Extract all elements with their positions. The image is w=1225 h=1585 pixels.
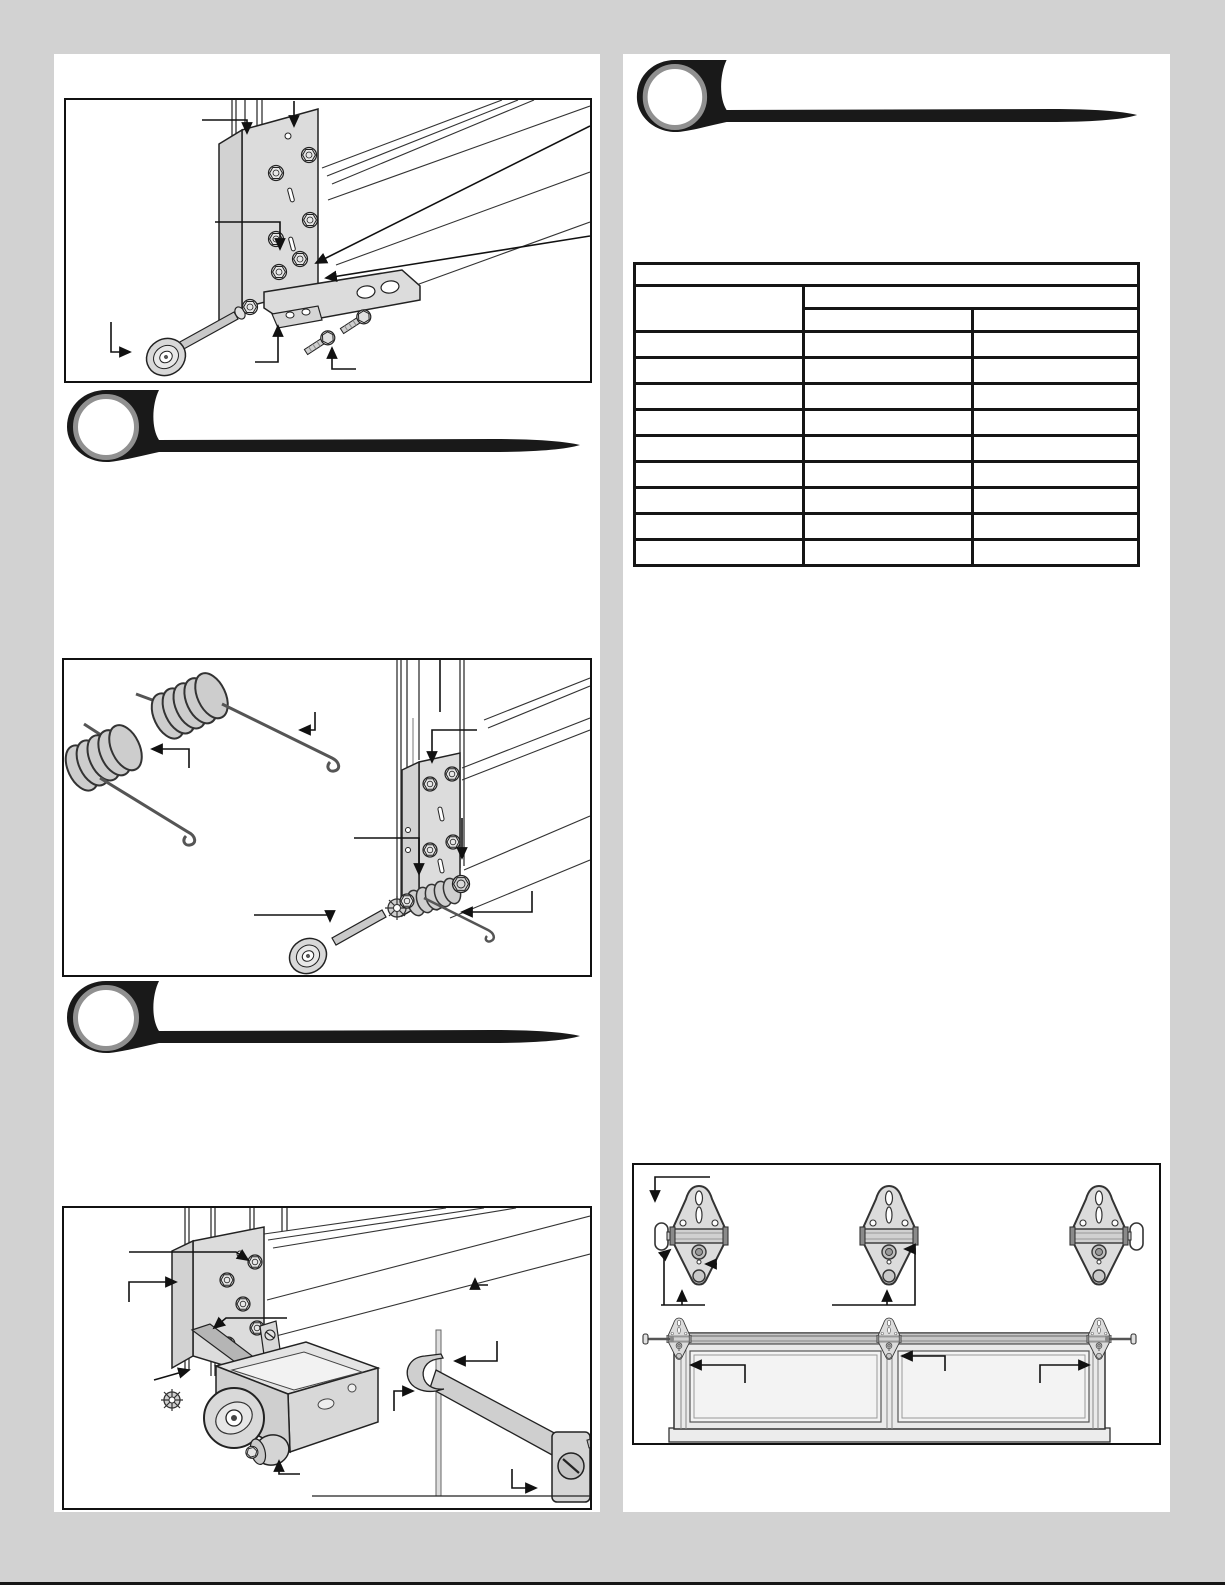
- spec-table: [633, 262, 1140, 567]
- step-badge: [645, 67, 704, 128]
- table-row: [635, 462, 1139, 488]
- jamb-bracket-flange: [219, 130, 242, 324]
- step-header-2: [62, 979, 585, 1059]
- stem-nut: [453, 876, 470, 893]
- hinge-illustration: [634, 1165, 1159, 1443]
- roller-carrier-illustration: [64, 1208, 590, 1508]
- table-cell: [973, 540, 1139, 566]
- table-cell: [804, 540, 973, 566]
- figure-spring-parts: [62, 658, 592, 977]
- bottom-bracket-illustration: [66, 100, 590, 381]
- roller-head: [283, 932, 333, 975]
- table-row: [635, 488, 1139, 514]
- table-subheader-cell: [804, 309, 973, 332]
- table-cell: [804, 436, 973, 462]
- step-header-3: [632, 58, 1142, 138]
- table-cell: [804, 332, 973, 358]
- plate-hole: [285, 133, 291, 139]
- figure-hinge-layout: [632, 1163, 1161, 1445]
- spring-b-tail-long: [100, 778, 195, 845]
- table-cell: [635, 436, 804, 462]
- door-section-lines: [450, 678, 590, 918]
- table-cell: [635, 488, 804, 514]
- spring-illustration: [64, 660, 590, 975]
- table-cell: [973, 358, 1139, 384]
- table-cell: [804, 358, 973, 384]
- figure-bottom-bracket: [64, 98, 592, 383]
- roller-head: [140, 331, 193, 381]
- door-bottom-rail: [669, 1428, 1110, 1442]
- hinge-1: [655, 1186, 728, 1285]
- spring-b-coil: [64, 720, 148, 796]
- table-group-header-cell: [804, 286, 1139, 309]
- roller-nut: [243, 300, 258, 315]
- hinge-3: [1070, 1186, 1143, 1285]
- table-row-header-cell: [635, 286, 804, 332]
- table-row: [635, 436, 1139, 462]
- step-swoosh: [67, 981, 580, 1053]
- table-cell: [804, 462, 973, 488]
- roller-capsule: [655, 1223, 668, 1250]
- sheet-right: [623, 54, 1170, 1512]
- table-cell: [635, 514, 804, 540]
- table-cell: [973, 410, 1139, 436]
- table-title-cell: [635, 264, 1139, 286]
- table-cell: [804, 410, 973, 436]
- star-washer: [385, 894, 414, 920]
- table-row: [635, 384, 1139, 410]
- hinge-2: [860, 1186, 918, 1285]
- roller-stem: [178, 312, 238, 350]
- table-cell: [973, 488, 1139, 514]
- holder-strap: [430, 1370, 560, 1456]
- table-cell: [635, 332, 804, 358]
- table-cell: [635, 540, 804, 566]
- table-row: [635, 540, 1139, 566]
- spring-a-coil: [145, 668, 234, 744]
- table-cell: [973, 332, 1139, 358]
- table-cell: [635, 384, 804, 410]
- star-washer: [161, 1389, 183, 1411]
- step-swoosh: [67, 390, 580, 462]
- step-badge: [76, 397, 137, 458]
- table-cell: [973, 462, 1139, 488]
- table-row: [635, 410, 1139, 436]
- table-cell: [804, 488, 973, 514]
- table-cell: [804, 384, 973, 410]
- table-row: [635, 514, 1139, 540]
- table-cell: [973, 514, 1139, 540]
- door-section-lines: [264, 1208, 590, 1336]
- table-cell: [635, 410, 804, 436]
- roller-capsule: [1130, 1223, 1143, 1250]
- sheet-left: [54, 54, 600, 1512]
- step-swoosh: [637, 60, 1137, 132]
- table-cell: [635, 358, 804, 384]
- table-cell: [804, 514, 973, 540]
- table-cell: [973, 384, 1139, 410]
- step-badge: [76, 988, 137, 1049]
- figure-roller-carrier: [62, 1206, 592, 1510]
- table-cell: [635, 462, 804, 488]
- table-subheader-cell: [973, 309, 1139, 332]
- table-row: [635, 358, 1139, 384]
- table-row: [635, 332, 1139, 358]
- table-cell: [973, 436, 1139, 462]
- step-header-1: [62, 388, 585, 468]
- jamb-bracket-flange: [172, 1241, 193, 1368]
- roller-stem: [332, 910, 386, 945]
- spring-a-tail-long: [222, 704, 339, 771]
